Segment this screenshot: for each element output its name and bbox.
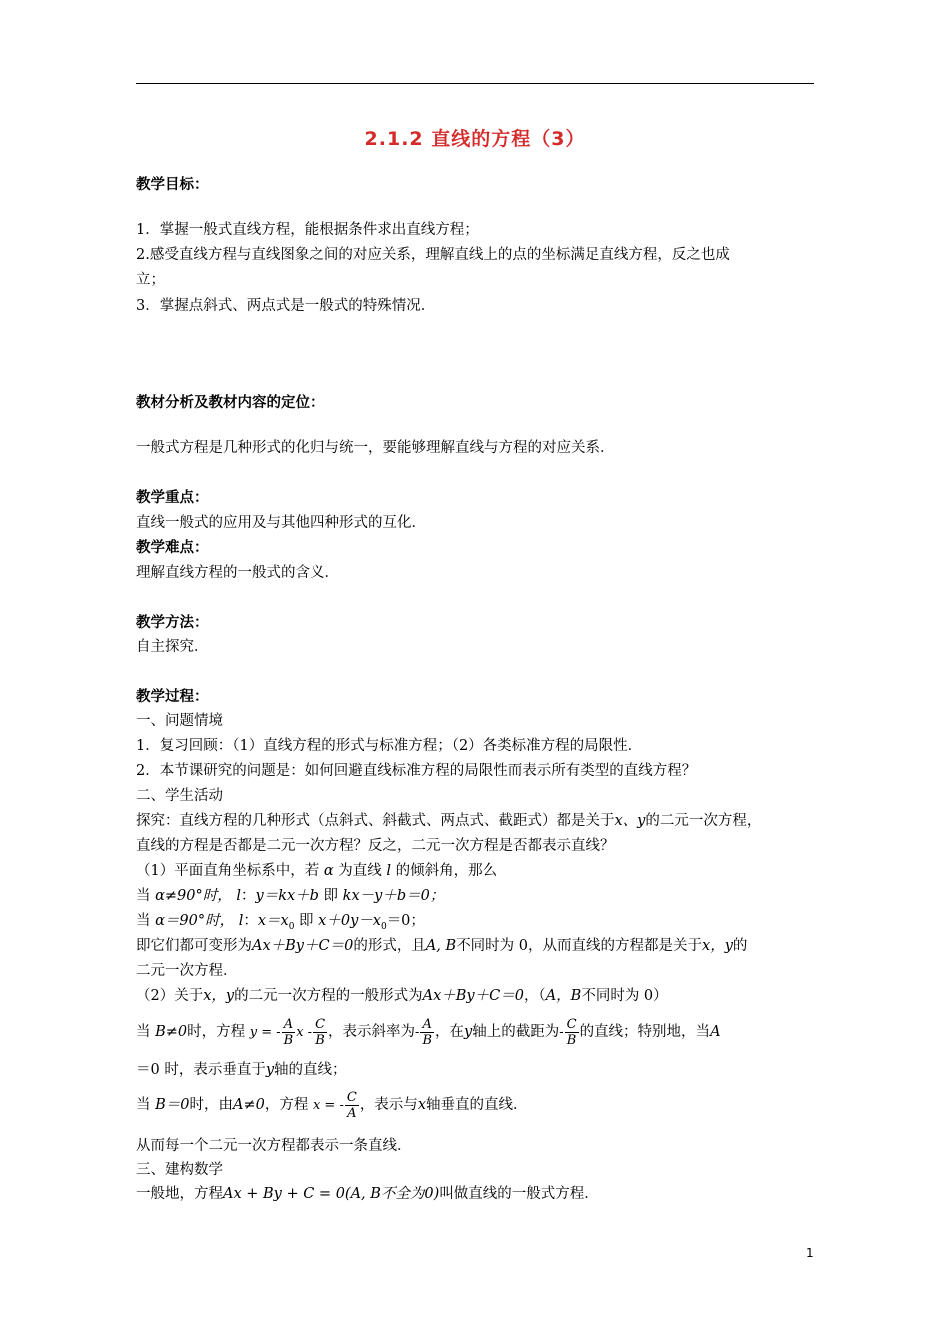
fraction: $\frac{C}{A}$ xyxy=(346,1089,357,1121)
analysis-text: 一般式方程是几种形式的化归与统一，要能够理解直线与方程的对应关系． xyxy=(136,440,615,456)
case2-formula-line: 当 B＝0时，由A≠0，方程 x = - $\frac{C}{A}$ ，表示与x轴垂直的直线． xyxy=(136,1089,528,1121)
key-text: 直线一般式的应用及与其他四种形式的互化． xyxy=(136,515,426,531)
method-text: 自主探究． xyxy=(136,639,209,655)
header-rule xyxy=(136,83,814,84)
fraction: $\frac{A}{B}$ xyxy=(422,1016,432,1048)
case1-line: （1）平面直角坐标系中，若 α 为直线 l 的倾斜角，那么 xyxy=(136,863,498,879)
transform-line: 即它们都可变形为Ax＋By＋C＝0的形式，且A, B不同时为 0，从而直线的方程都是关于x，y的 xyxy=(136,938,748,954)
section-heading: 三、建构数学 xyxy=(136,1162,223,1178)
key-heading: 教学重点： xyxy=(136,490,209,506)
case1-line: 当 α≠90°时， l：y＝kx＋b 即 kx－y＋b＝0； xyxy=(136,888,445,904)
conclusion: 从而每一个二元一次方程都表示一条直线． xyxy=(136,1138,412,1154)
page-number: 1 xyxy=(806,1246,814,1260)
fraction: $\frac{C}{B}$ xyxy=(315,1016,326,1048)
case2-formula-line: 当 B≠0时，方程 y = - $\frac{A}{B}$ x - $\frac{C}{B}$ ，表示斜率为- $\frac{A}{B}$ ，在y轴上的截距为- $\frac{C}{B}$ 的直线；特别地，当A xyxy=(136,1016,721,1048)
goal-item: 2.感受直线方程与直线图象之间的对应关系，理解直线上的点的坐标满足直线方程，反之也成 xyxy=(136,247,730,263)
goal-item: 1．掌握一般式直线方程，能根据条件求出直线方程； xyxy=(136,222,479,238)
analysis-heading: 教材分析及教材内容的定位： xyxy=(136,395,325,411)
method-heading: 教学方法： xyxy=(136,615,209,631)
paragraph: 1．复习回顾：（1）直线方程的形式与标准方程；（2）各类标准方程的局限性． xyxy=(136,738,643,754)
fraction: $\frac{A}{B}$ xyxy=(283,1016,294,1048)
case2-line: （2）关于x，y的二元一次方程的一般形式为Ax＋By＋C＝0，（A，B不同时为 0） xyxy=(136,988,668,1004)
goals-heading: 教学目标： xyxy=(136,177,209,193)
difficulty-text: 理解直线方程的一般式的含义． xyxy=(136,565,339,581)
section-heading: 一、问题情境 xyxy=(136,713,223,729)
goal-item: 立； xyxy=(136,272,165,288)
fraction: $\frac{C}{B}$ xyxy=(566,1016,577,1048)
page-title: 2.1.2 直线的方程（3） xyxy=(364,128,586,150)
paragraph: 2．本节课研究的问题是：如何回避直线标准方程的局限性而表示所有类型的直线方程？ xyxy=(136,763,697,779)
case1-line: 当 α＝90°时， l：$x=x_0$ 即 $x+0y-x_0=0$； xyxy=(136,913,425,932)
goal-item: 3．掌握点斜式、两点式是一般式的特殊情况． xyxy=(136,298,436,314)
general-line: 一般地，方程Ax + By + C = 0(A, B不全为0)叫做直线的一般式方程． xyxy=(136,1186,599,1202)
explore-line: 直线的方程是否都是二元一次方程？反之，二元一次方程是否都表示直线？ xyxy=(136,838,615,854)
case2-line: ＝0 时，表示垂直于y轴的直线； xyxy=(136,1062,347,1078)
process-heading: 教学过程： xyxy=(136,689,209,705)
section-heading: 二、学生活动 xyxy=(136,788,223,804)
explore-line: 探究：直线方程的几种形式（点斜式、斜截式、两点式、截距式）都是关于x、y的二元一次方程， xyxy=(136,813,762,829)
transform-line: 二元一次方程． xyxy=(136,963,238,979)
difficulty-heading: 教学难点： xyxy=(136,540,209,556)
